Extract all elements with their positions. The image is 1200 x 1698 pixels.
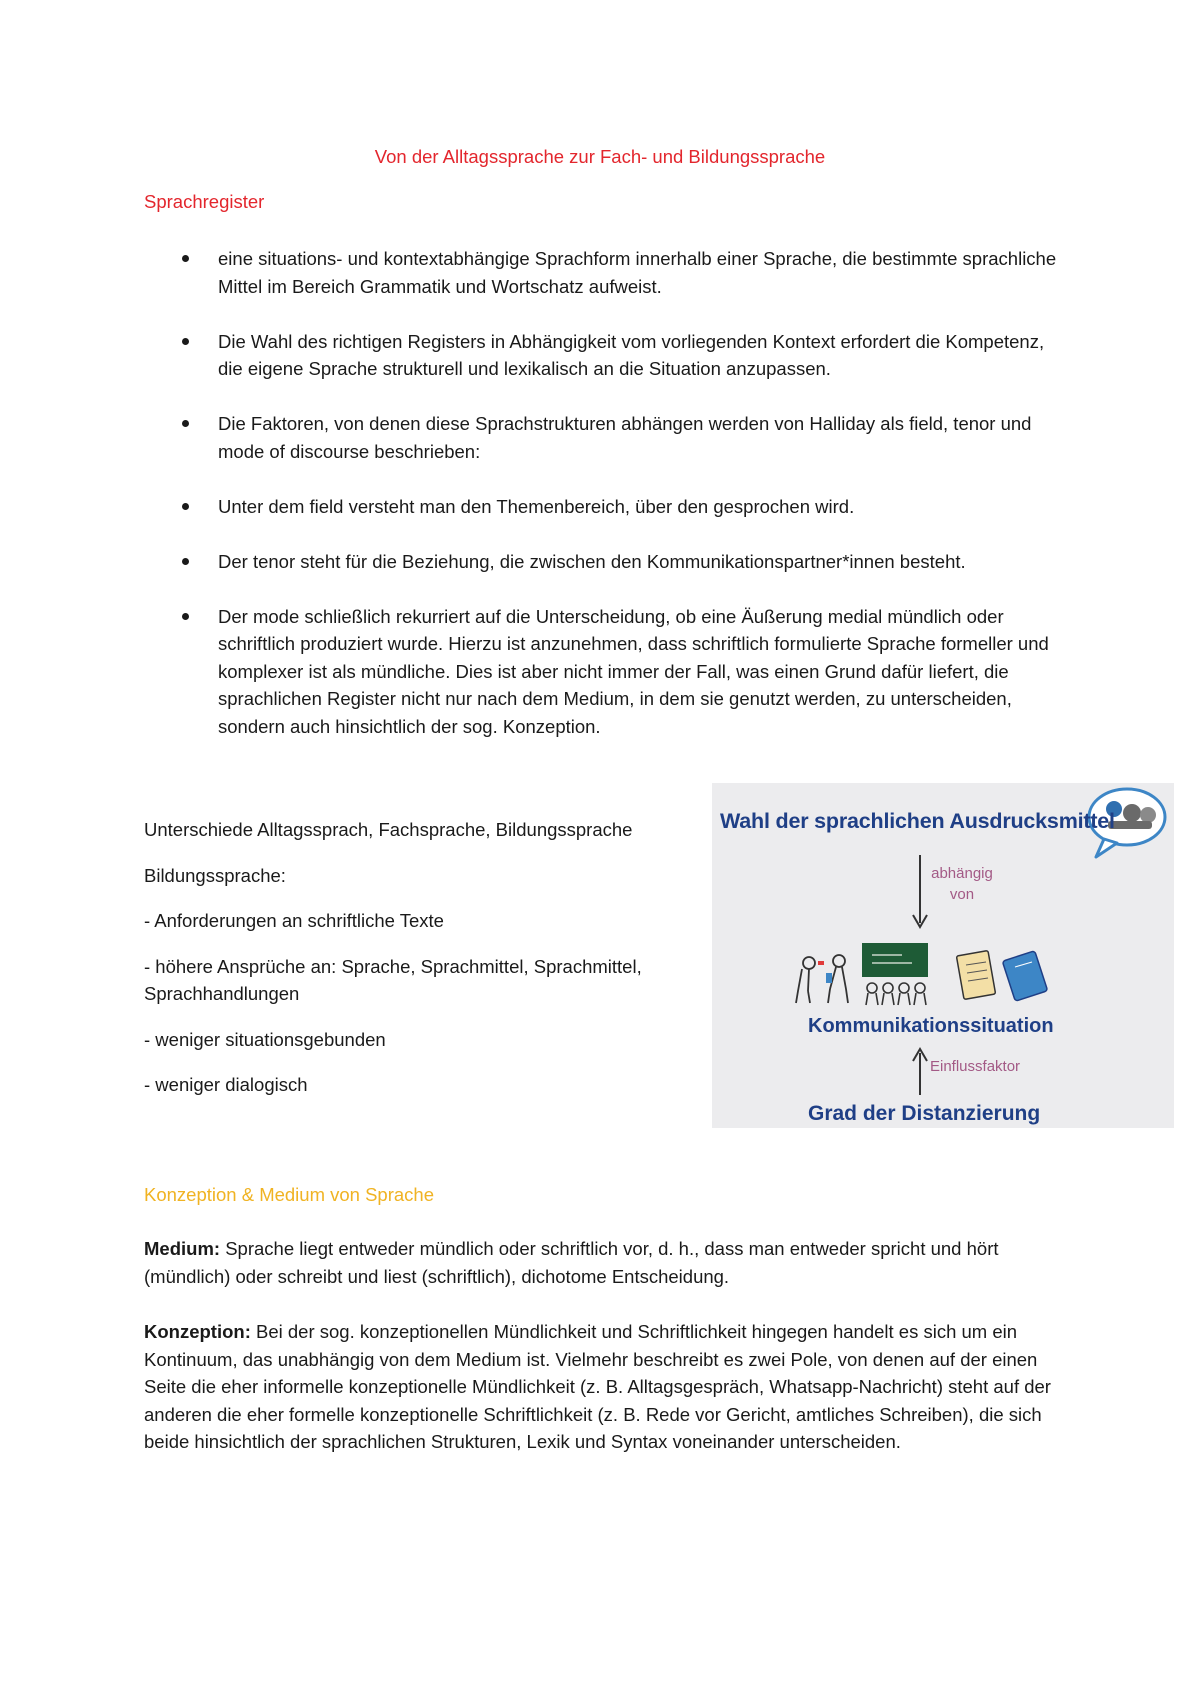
sprachregister-bullet-list bbox=[144, 245, 1064, 768]
konzeption-paragraph bbox=[144, 1318, 1064, 1456]
notes-line: - weniger dialogisch bbox=[144, 1074, 308, 1095]
figure-label-distance: Grad der Distanzierung bbox=[808, 1102, 1041, 1125]
bullet-text: Die Wahl des richtigen Registers in Abhängigkeit vom vorliegenden Kontext erfordert die Kompetenz, die eigene Sprache strukturell und lexikalisch an die Situation anzupassen. bbox=[218, 330, 1045, 379]
figure-label-situation: Kommunikationssituation bbox=[808, 1015, 1054, 1037]
diagram-illustration bbox=[712, 783, 1174, 1128]
bullet-dot-icon bbox=[182, 503, 189, 510]
notes-line: - Anforderungen an schriftliche Texte bbox=[144, 910, 444, 931]
bullet-text: Unter dem field versteht man den Themenbereich, über den gesprochen wird. bbox=[218, 495, 855, 517]
section-heading-sprachregister: Sprachregister bbox=[144, 191, 265, 212]
konzeption-text: Bei der sog. konzeptionellen Mündlichkeit und Schriftlichkeit hingegen handelt es sich um ein Kontinuum, das unabhängig von dem Medium ist. Vielmehr beschreibt es zwei Pole, von denen auf der einen Seite die eher informelle konzeptionelle Mündlichkeit (z. B. Alltagsgespräch, Whatsapp-Nachricht) steht auf der anderen die eher formelle konzeptionelle Schriftlichkeit (z. B. Rede vor Gericht, amtliches Schreiben), die sich beide hinsichtlich der sprachlichen Strukturen, Lexik und Syntax voneinander unterscheiden. bbox=[144, 1321, 1051, 1452]
arrow-up-icon bbox=[913, 1049, 927, 1095]
bullet-text: Der mode schließlich rekurriert auf die Unterscheidung, ob eine Äußerung medial mündlich oder schriftlich produziert wurde. Hierzu ist anzunehmen, dass schriftlich formulierte Sprache formeller und komplexer ist als mündliche. Dies ist aber nicht immer der Fall, was einen Grund dafür liefert, die sprachlichen Register nicht nur nach dem Medium, in dem sie genutzt werden, zu unterscheiden, sondern auch hinsichtlich der sog. Konzeption. bbox=[218, 605, 1049, 737]
bildungssprache-notes bbox=[144, 816, 704, 1117]
bullet-item bbox=[144, 410, 1064, 465]
document-letter-icon bbox=[956, 951, 995, 1000]
figure-label-factor: Einflussfaktor bbox=[930, 1058, 1021, 1075]
bullet-dot-icon bbox=[182, 613, 189, 620]
medium-text: Sprache liegt entweder mündlich oder schriftlich vor, d. h., dass man entweder spricht und hört (mündlich) oder schreibt und liest (schriftlich), dichotome Entscheidung. bbox=[144, 1238, 999, 1287]
bullet-item bbox=[144, 548, 1064, 576]
people-talking-icon bbox=[796, 955, 848, 1003]
bullet-dot-icon bbox=[182, 558, 189, 565]
konzeption-label: Konzeption: bbox=[144, 1321, 251, 1342]
figure-label-depends: abhängig von bbox=[931, 865, 993, 903]
notes-line: Unterschiede Alltagssprach, Fachsprache, Bildungssprache bbox=[144, 819, 633, 840]
notes-line: - weniger situationsgebunden bbox=[144, 1028, 386, 1050]
bullet-item bbox=[144, 603, 1064, 741]
bullet-text: Der tenor steht für die Beziehung, die zwischen den Kommunikationspartner*innen besteht. bbox=[218, 550, 966, 572]
bullet-item bbox=[144, 493, 1064, 521]
bullet-text: eine situations- und kontextabhängige Sprachform innerhalb einer Sprache, die bestimmte sprachliche Mittel im Bereich Grammatik und Wortschatz aufweist. bbox=[218, 248, 1057, 297]
bullet-dot-icon bbox=[182, 420, 189, 427]
figure-title: Wahl der sprachlichen Ausdrucksmittel bbox=[720, 809, 1115, 833]
bullet-item bbox=[144, 245, 1064, 300]
bullet-dot-icon bbox=[182, 338, 189, 345]
document-title: Von der Alltagssprache zur Fach- und Bildungssprache bbox=[374, 146, 826, 167]
bullet-text: Die Faktoren, von denen diese Sprachstrukturen abhängen werden von Halliday als field, tenor und mode of discourse beschrieben: bbox=[218, 413, 1032, 462]
notes-line: Bildungssprache: bbox=[144, 864, 286, 886]
notes-line: - höhere Ansprüche an: Sprache, Sprachmittel, Sprachmittel, Sprachhandlungen bbox=[144, 955, 642, 1004]
medium-label: Medium: bbox=[144, 1238, 221, 1259]
bullet-dot-icon bbox=[182, 255, 189, 262]
register-diagram-figure bbox=[712, 783, 1174, 1128]
bullet-item bbox=[144, 328, 1064, 383]
classroom-blackboard-icon bbox=[862, 943, 928, 1005]
medium-paragraph bbox=[144, 1235, 1064, 1290]
book-icon bbox=[1002, 951, 1047, 1001]
section-heading-konzeption: Konzeption & Medium von Sprache bbox=[144, 1184, 435, 1205]
